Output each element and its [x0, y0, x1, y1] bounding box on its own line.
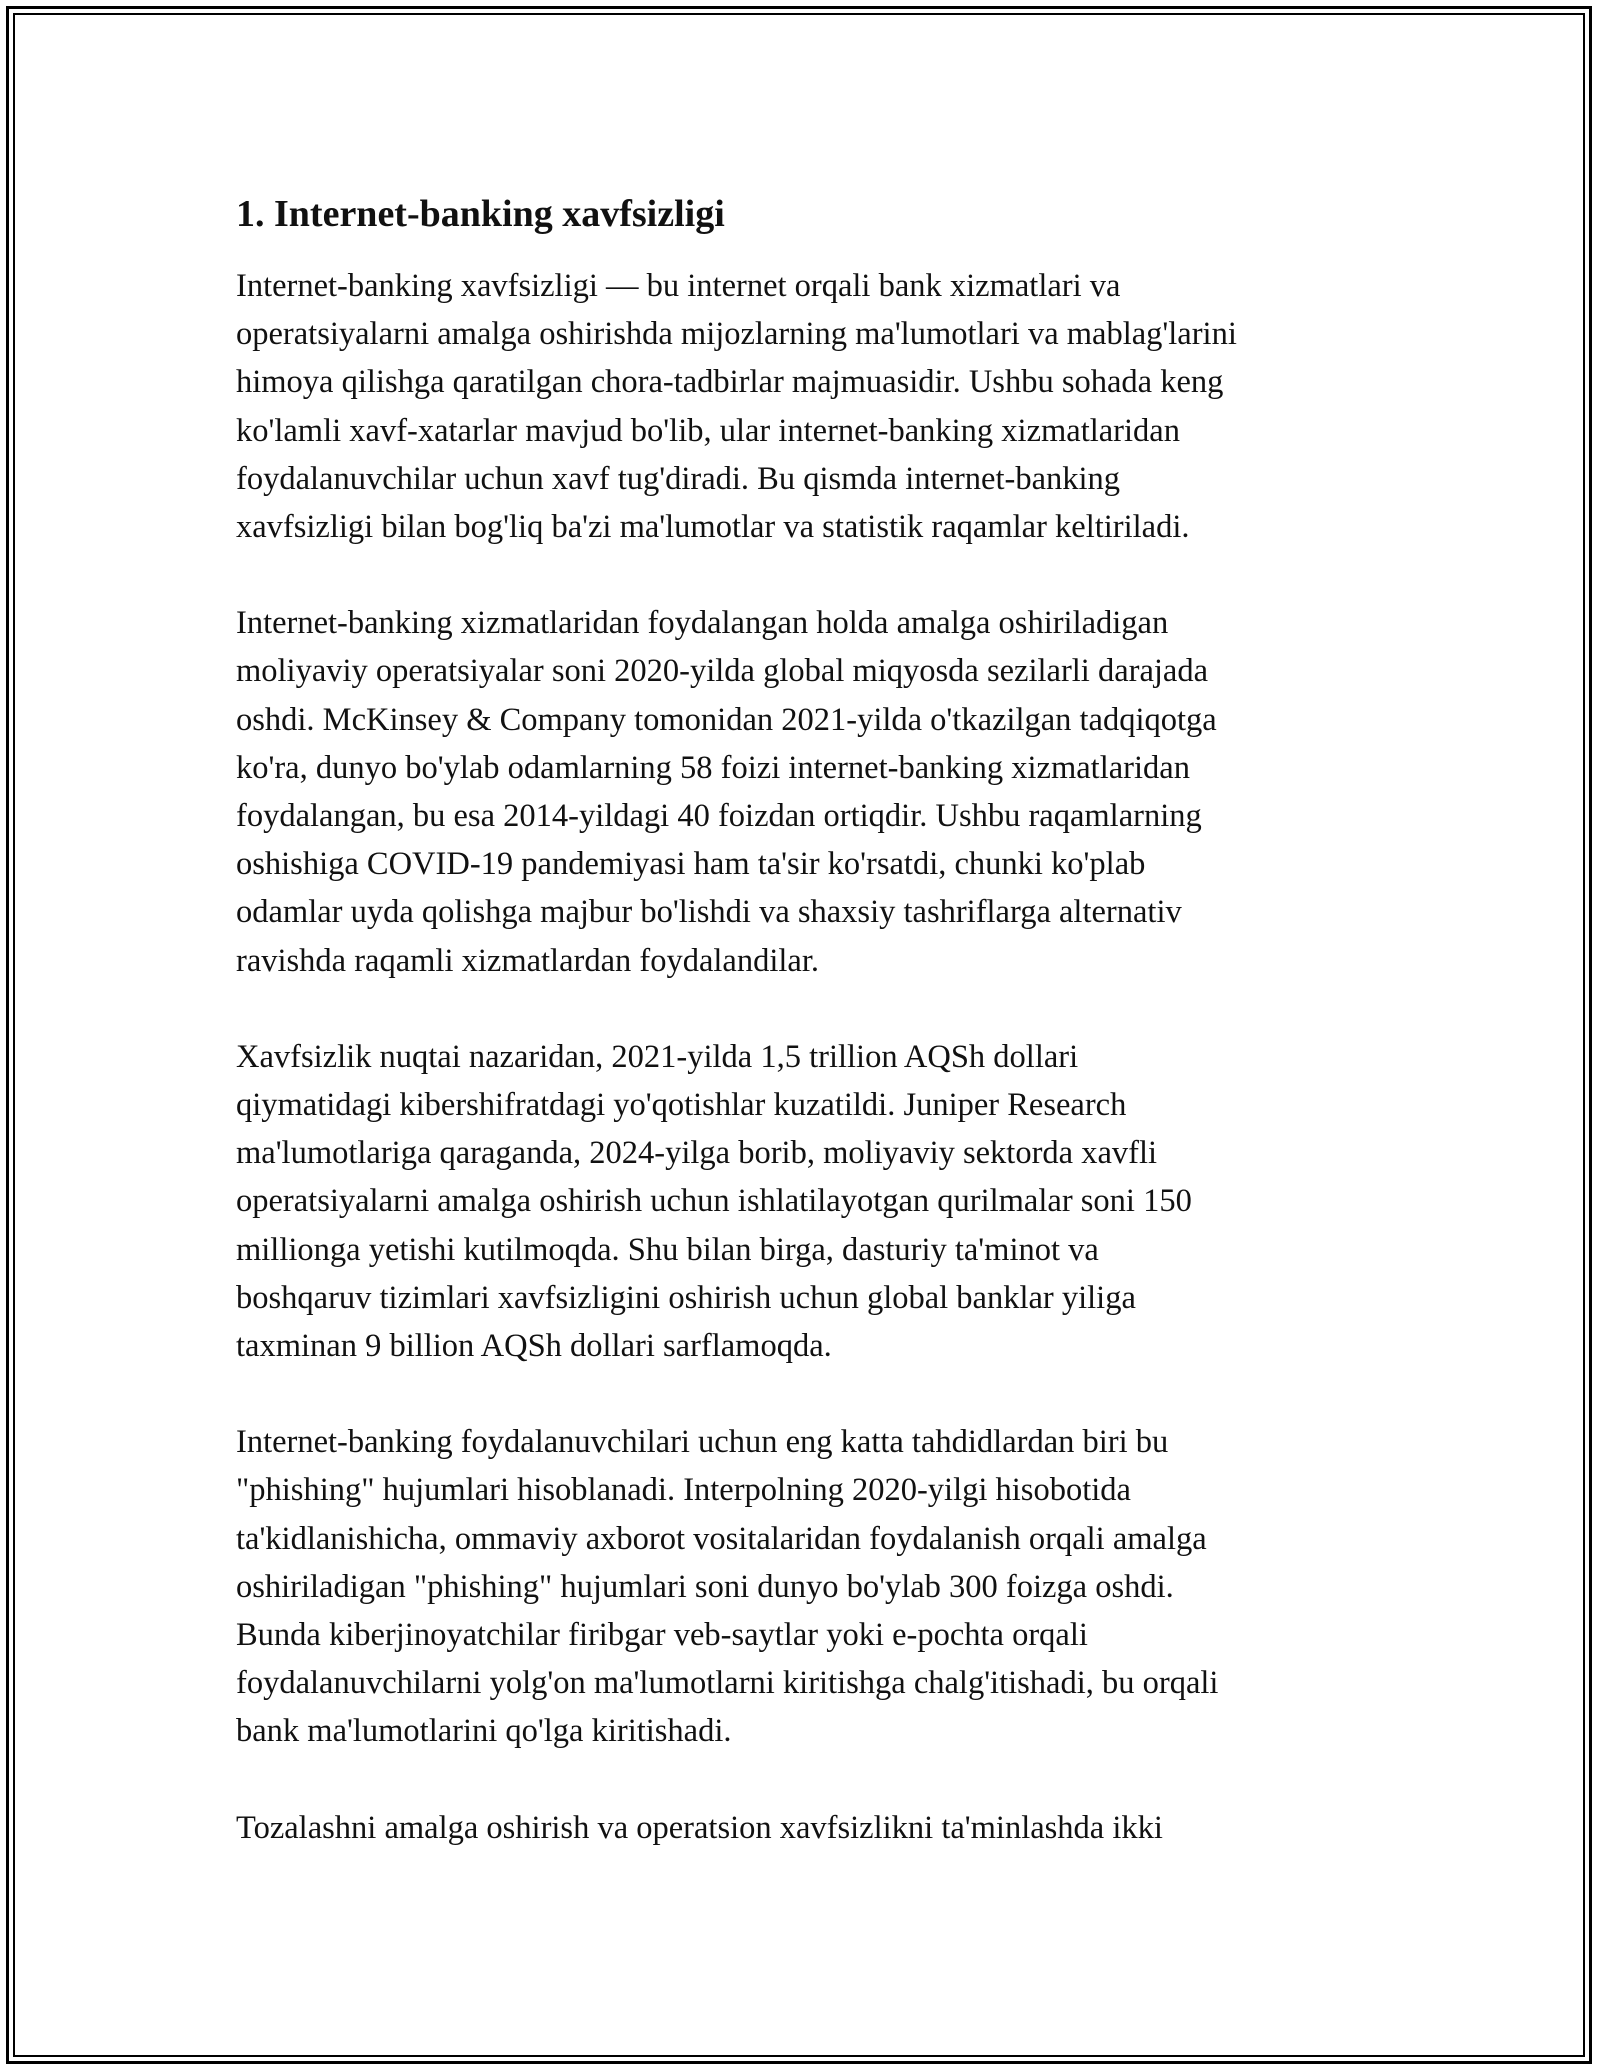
paragraph-security-losses: Xavfsizlik nuqtai nazaridan, 2021-yilda 1,5 trillion AQSh dollari qiymatidagi kibershifratdagi yo'qotishlar kuzatildi. Juniper Research ma'lumotlariga qaraganda, 2024-yilga borib, moliyaviy sektorda xavfli operatsiyalarni amalga oshirish uchun ishlatilayotgan qurilmalar soni 150 millionga yetishi kutilmoqda. Shu bilan birga, dasturiy ta'minot va boshqaruv tizimlari xavfsizligini oshirish uchun global banklar yiliga taxminan 9 billion AQSh dollari sarflamoqda. — [236, 1038, 1192, 1365]
paragraph-continuation: Tozalashni amalga oshirish va operatsion xavfsizlikni ta'minlashda ikki — [236, 1809, 1163, 1846]
paragraph-phishing: Internet-banking foydalanuvchilari uchun eng katta tahdidlardan biri bu "phishing" hujumlari hisoblanadi. Interpolning 2020-yilgi hisobotida ta'kidlanishicha, ommaviy axborot vositalaridan foydalanish orqali amalga oshiriladigan "phishing" hujumlari soni dunyo bo'ylab 300 foizga oshdi. Bunda kiberjinoyatchilar firibgar veb-saytlar yoki e-pochta orqali foydalanuvchilarni yolg'on ma'lumotlarni kiritishga chalg'itishadi, bu orqali bank ma'lumotlarini qo'lga kiritishadi. — [236, 1424, 1219, 1750]
paragraph-intro: Internet-banking xavfsizligi — bu internet orqali bank xizmatlari va operatsiyalarni amalga oshirishda mijozlarning ma'lumotlari va mablag'larini himoya qilishga qaratilgan chora-tadbirlar majmuasidir. Ushbu sohada keng ko'lamli xavf-xatarlar mavjud bo'lib, ular internet-banking xizmatlaridan foydalanuvchilar uchun xavf tug'diradi. Bu qismda internet-banking xavfsizligi bilan bog'liq ba'zi ma'lumotlar va statistik raqamlar keltiriladi. — [236, 268, 1237, 546]
section-heading: 1. Internet-banking xavfsizligi — [236, 193, 725, 235]
paragraph-usage-statistics: Internet-banking xizmatlaridan foydalangan holda amalga oshiriladigan moliyaviy operatsiyalar soni 2020-yilda global miqyosda sezilarli darajada oshdi. McKinsey & Company tomonidan 2021-yilda o'tkazilgan tadqiqotga ko'ra, dunyo bo'ylab odamlarning 58 foizi internet-banking xizmatlaridan foydalangan, bu esa 2014-yildagi 40 foizdan ortiqdir. Ushbu raqamlarning oshishiga COVID-19 pandemiyasi ham ta'sir ko'rsatdi, chunki ko'plab odamlar uyda qolishga majbur bo'lishdi va shaxsiy tashriflarga alternativ ravishda raqamli xizmatlardan foydalandilar. — [236, 605, 1217, 979]
document-body — [236, 188, 1386, 1900]
